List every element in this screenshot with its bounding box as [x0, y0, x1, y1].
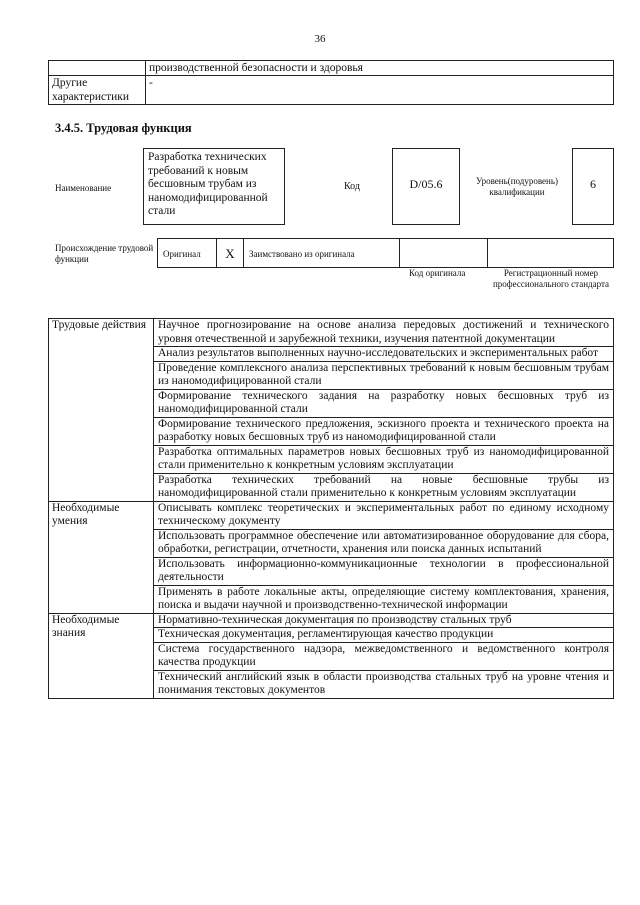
- origin-reg-cell: [487, 238, 614, 268]
- table-row: [49, 61, 614, 76]
- list-item: Анализ результатов выполненных научно-исследовательских и экспериментальных работ: [154, 347, 614, 362]
- list-item: Применять в работе локальные акты, определяющие систему комплектования, хранения, поиска и выдачи научной и производственно-технической информации: [154, 585, 614, 613]
- name-label: Наименование: [55, 183, 112, 193]
- list-item: Использовать информационно-коммуникационные технологии в профессиональной деятельности: [154, 557, 614, 585]
- table-row: [49, 613, 614, 628]
- reg-number-label: Регистрационный номер профессионального стандарта: [492, 268, 610, 289]
- code-original-label: Код оригинала: [409, 268, 466, 278]
- list-item: Разработка технических требований на новые бесшовные трубы из наномодифицированной стали применительно к конкретным условиям эксплуатации: [154, 473, 614, 501]
- code-label: Код: [344, 181, 360, 192]
- category-knowledge: Необходимые знания: [49, 613, 154, 698]
- list-item: Нормативно-техническая документация по производству стальных труб: [154, 613, 614, 628]
- list-item: Технический английский язык в области производства стальных труб на уровне чтения и понимания текстовых документов: [154, 670, 614, 698]
- row-label: [49, 61, 146, 76]
- function-details-table: [48, 318, 614, 699]
- row-value: производственной безопасности и здоровья: [146, 61, 614, 76]
- level-value: 6: [572, 148, 614, 225]
- list-item: Описывать комплекс теоретических и экспериментальных работ по единому исходному техническому документу: [154, 501, 614, 529]
- origin-mark: X: [216, 238, 244, 268]
- list-item: Система государственного надзора, межведомственного и ведомственного контроля качества продукции: [154, 642, 614, 670]
- list-item: Формирование технического предложения, эскизного проекта и технического проекта на разработку новых бесшовных труб из наномодифицированной стали: [154, 417, 614, 445]
- list-item: Разработка оптимальных параметров новых бесшовных труб из наномодифицированной стали применительно к конкретным условиям эксплуатации: [154, 445, 614, 473]
- origin-original: Оригинал: [157, 238, 217, 268]
- origin-code-cell: [399, 238, 488, 268]
- function-name: Разработка технических требований к новым бесшовным трубам из наномодифицированной стали: [143, 148, 285, 225]
- list-item: Формирование технического задания на разработку новых бесшовных труб из наномодифицированной стали: [154, 389, 614, 417]
- list-item: Проведение комплексного анализа перспективных требований к новым бесшовным трубам из наномодифицированной стали: [154, 361, 614, 389]
- list-item: Научное прогнозирование на основе анализа передовых достижений и технического уровня отечественной и зарубежной техники, изучения патентной документации: [154, 319, 614, 347]
- code-value: D/05.6: [392, 148, 460, 225]
- origin-label: Происхождение трудовой функции: [55, 243, 154, 264]
- category-skills: Необходимые умения: [49, 501, 154, 613]
- list-item: Использовать программное обеспечение или автоматизированное оборудование для сбора, обработки, регистрации, отчетности, хранения или поиска данных испытаний: [154, 529, 614, 557]
- row-value: -: [146, 76, 614, 105]
- category-labor-actions: Трудовые действия: [49, 319, 154, 502]
- table-row: [49, 319, 614, 347]
- table-row: [49, 501, 614, 529]
- list-item: Техническая документация, регламентирующая качество продукции: [154, 628, 614, 643]
- section-title: 3.4.5. Трудовая функция: [55, 121, 192, 135]
- row-label: Другие характеристики: [49, 76, 146, 105]
- origin-row: [157, 238, 614, 268]
- page-number: 36: [314, 33, 326, 45]
- level-label: Уровень(подуровень) квалификации: [476, 176, 558, 197]
- origin-borrowed: Заимствовано из оригинала: [243, 238, 400, 268]
- continuation-table: [48, 60, 614, 105]
- table-row: [49, 76, 614, 105]
